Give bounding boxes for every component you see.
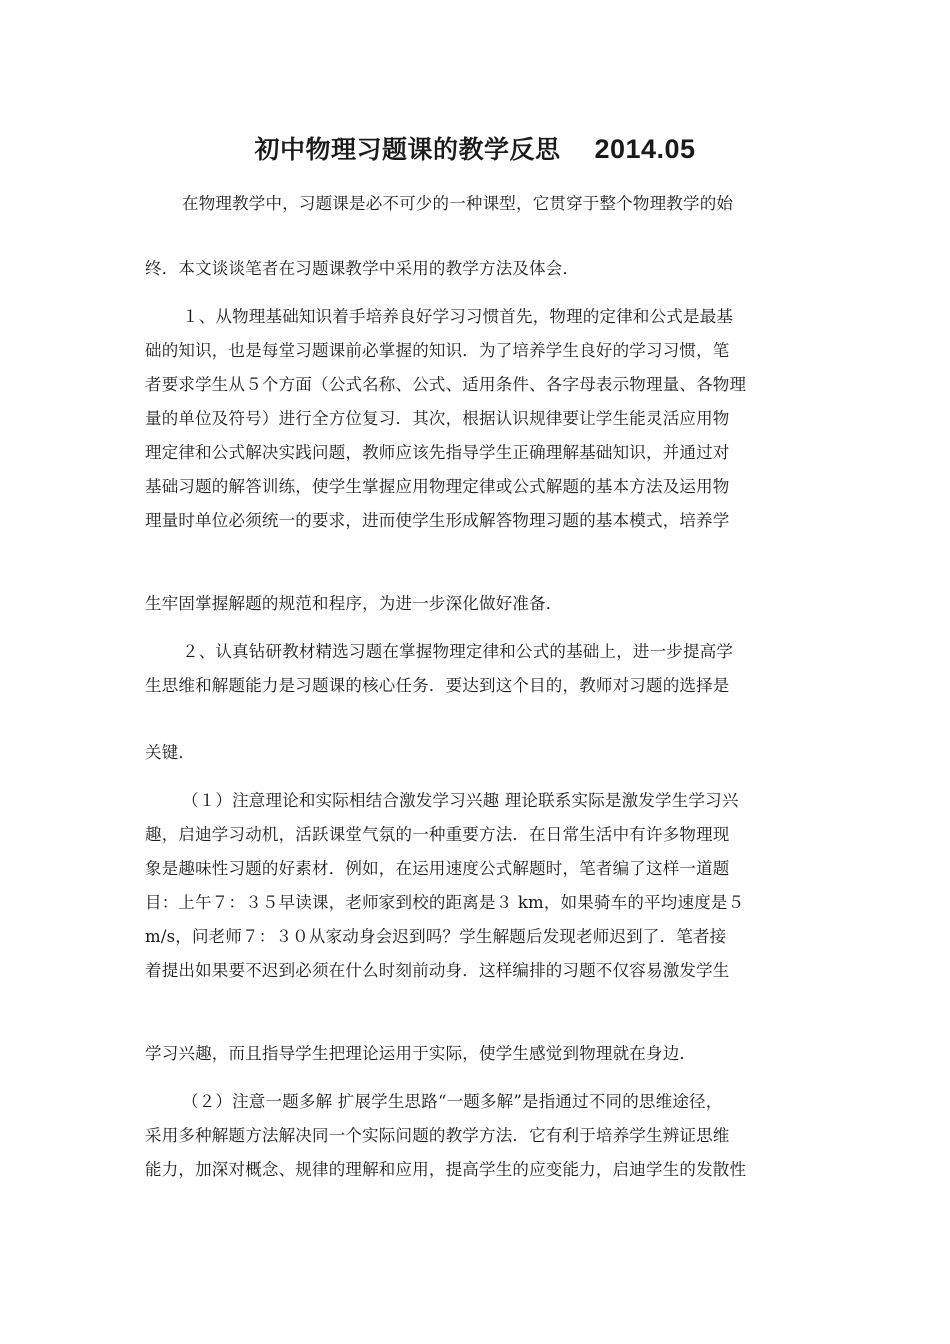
text-line: 理定律和公式解决实践问题，教师应该先指导学生正确理解基础知识，并通过对 (145, 443, 730, 462)
text-line: 趣，启迪学习动机，活跃课堂气氛的一种重要方法．在日常生活中有许多物理现 (145, 825, 730, 844)
text-line: 生思维和解题能力是习题课的核心任务．要达到这个目的，教师对习题的选择是 (145, 676, 730, 695)
text-line: 象是趣味性习题的好素材．例如，在运用速度公式解题时，笔者编了这样一道题 (145, 859, 730, 878)
text-line: 关键． (145, 743, 196, 762)
text-line: 在物理教学中，习题课是必不可少的一种课型，它贯穿于整个物理教学的始 (182, 194, 734, 213)
text-line: 量的单位及符号）进行全方位复习．其次，根据认识规律要让学生能灵活应用物 (145, 409, 730, 428)
text-line: （１）注意理论和实际相结合激发学习兴趣 理论联系实际是激发学生学习兴 (182, 791, 739, 810)
text-line: ２、认真钻研教材精选习题在掌握物理定律和公式的基础上，进一步提高学 (182, 642, 734, 661)
document-title (0, 132, 950, 167)
text-line: 着提出如果要不迟到必须在什么时刻前动身．这样编排的习题不仅容易激发学生 (145, 961, 730, 980)
text-line: 础的知识，也是每堂习题课前必掌握的知识．为了培养学生良好的学习习惯，笔 (145, 341, 730, 360)
text-line: 者要求学生从５个方面（公式名称、公式、适用条件、各字母表示物理量、各物理 (145, 375, 747, 394)
text-line: 理量时单位必须统一的要求，进而使学生形成解答物理习题的基本模式，培养学 (145, 511, 730, 530)
title-text: 初中物理习题课的教学反思 (254, 135, 561, 164)
text-line: 生牢固掌握解题的规范和程序，为进一步深化做好准备． (145, 594, 563, 613)
text-line: 终．本文谈谈笔者在习题课教学中采用的教学方法及体会． (145, 259, 580, 278)
text-line: 基础习题的解答训练，使学生掌握应用物理定律或公式解题的基本方法及运用物 (145, 477, 730, 496)
text-line: m/s，问老师７：３０从家动身会迟到吗？学生解题后发现老师迟到了．笔者接 (145, 927, 727, 946)
title-year: 2014.05 (594, 134, 696, 164)
text-line: 能力，加深对概念、规律的理解和应用，提高学生的应变能力，启迪学生的发散性 (145, 1160, 747, 1179)
text-line: 目：上午７：３５早读课，老师家到校的距离是３ km，如果骑车的平均速度是５ (145, 893, 745, 912)
text-line: 学习兴趣，而且指导学生把理论运用于实际，使学生感觉到物理就在身边． (145, 1044, 697, 1063)
text-line: （２）注意一题多解 扩展学生思路“一题多解”是指通过不同的思维途径， (182, 1092, 723, 1111)
text-line: １、从物理基础知识着手培养良好学习习惯首先，物理的定律和公式是最基 (182, 307, 734, 326)
text-line: 采用多种解题方法解决同一个实际问题的教学方法．它有利于培养学生辨证思维 (145, 1126, 730, 1145)
